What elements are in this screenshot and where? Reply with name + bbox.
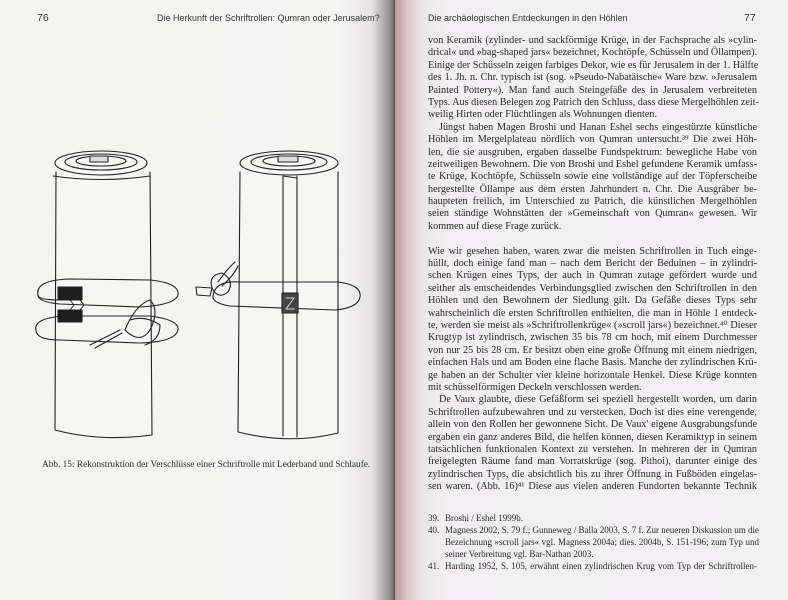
footnote-number: 40. (428, 525, 440, 535)
footnote-line: Magness 2002, S. 79 f.; Gunneweg / Balla 2003, S. 7 f. Zur neueren Diskussion um die (445, 525, 759, 535)
body-line: hüllt, doch einige fand man – nach dem Bericht der Beduinen – in zylindri- (428, 258, 757, 270)
running-head-left: Die Herkunft der Schriftrollen: Qumran oder Jerusalem? (157, 13, 380, 23)
body-line: zeitweiligen Bewohnern. Die von Broshi und Eshel gefundene Keramik umfass- (428, 158, 757, 170)
body-line: mit schüsselförmigen Deckeln verschlossen werden. (428, 381, 642, 393)
body-line: von nur 25 bis 28 cm. Er besitzt oben eine große Öffnung mit einem niedrigen, (428, 344, 757, 356)
leather-patch-icon (58, 287, 82, 300)
body-line: allein von den Rollen her gewonnene Sicht. De Vaux' eigene Ausgrabungsfunde (428, 419, 757, 431)
footnote-number: 39. (428, 513, 440, 523)
footnote (428, 560, 757, 572)
body-line: Schriftrollen aufzubewahren und zu verstecken. Doch ist dies eine verengende, (428, 406, 757, 418)
body-line: ge haben an der Schulter vier kleine horizontale Henkel. Diese Krüge konnten (428, 369, 757, 381)
body-line: zylindrischen Typs, die absichtlich bis zu ihrer Öffnung in Fußböden eingelas- (428, 468, 757, 480)
figure-caption: Abb. 15: Rekonstruktion der Verschlüsse einer Schriftrolle mit Lederband und Schlaufe. (42, 460, 371, 470)
footnote (428, 524, 757, 560)
body-line: len, die sie ausgruben, ergaben dasselbe Fundspektrum: bewegliche Habe von (428, 146, 757, 158)
body-line: Painted Pottery«). Man fand auch Steingefäße des in Jerusalem verbreiteten (428, 84, 757, 96)
footnote (428, 512, 757, 524)
body-line: freigelegten Räume fand man Vorratskrüge (sog. Pithoi), darunter einige des (428, 456, 757, 468)
body-text (428, 35, 757, 493)
body-line: De Vaux glaubte, diese Gefäßform sei speziell hergestellt worden, um darin (439, 394, 757, 406)
scroll-with-loop (196, 151, 360, 439)
footnote-text (445, 560, 757, 572)
body-line: hergestellte Öllampe aus dem ersten Jahrhundert n. Chr. Die Ausgräber be- (428, 183, 757, 195)
body-line: seither als entscheidendes Verbindungsglied zwischen den Schriftrollen in den (428, 282, 757, 294)
footnote-line: Broshi / Eshel 1999b. (445, 513, 523, 523)
body-line: tatsächlichen funktionalen Kontext zu verstehen. In mehreren der in Qumran (428, 443, 757, 455)
footnotes (428, 512, 757, 572)
body-line: Jüngst haben Magen Broshi und Hanan Eshel sechs eingestürzte künstliche (439, 121, 757, 133)
body-line: wahrscheinlich die ersten Schriftrollen enthielten, die man in Höhle 1 entdeck- (428, 307, 757, 319)
running-head-right: Die archäologischen Entdeckungen in den Höhlen (428, 13, 628, 23)
scroll-with-leather-band (36, 151, 178, 438)
footnote-text (445, 524, 759, 560)
body-line: ergaben ein ganz anderes Bild, die helfen können, diesen Keramiktyp in seinem (428, 431, 757, 443)
footnote-text (445, 512, 757, 524)
body-line: seien ständige Wohnstätten der »Gemeinschaft von Qumran« gewesen. Wir (428, 208, 757, 220)
body-line: kommen auf diese Frage zurück. (428, 220, 562, 232)
body-line: te, werden sie meist als »Schriftrollenkrüge« (»scroll jars«) bezeichnet.⁴⁰ Dieser (428, 319, 757, 331)
body-line: Höhlen im Mergelplateau nördlich von Qumran untersucht.³⁹ Die zwei Höh- (428, 134, 757, 146)
body-line: Typs. Aus diesen Belegen zog Patrich den Schluss, dass diese Mergelhöhlen zeit- (428, 96, 759, 108)
footnote-line: Bezeichnung »scroll jars« vgl. Magness 2004a; dies. 2004b, S. 151-196; zum Typ und (445, 537, 759, 547)
footnote-line: seiner Verbreitung vgl. Bar-Nathan 2003. (445, 549, 594, 559)
body-line: Einige der Schüsseln zeigen farbiges Dekor, wie es für Jerusalem in der 1. Hälfte (428, 59, 759, 71)
body-line: haupteten freilich, im Unterschied zu Patrich, die künstlichen Mergelhöhlen (428, 196, 757, 208)
footnote-line: Harding 1952, S. 105, erwähnt einen zylindrischen Krug vom Typ der Schriftrollen- (445, 561, 757, 571)
footnote-number: 41. (428, 561, 440, 571)
paragraph-gap (428, 233, 757, 245)
body-line: des 1. Jh. n. Chr. typisch ist (sog. »Pseudo-Nabatäische« Ware bzw. »Jerusalem (428, 72, 757, 84)
body-line: von Keramik (zylinder- und sackförmige Krüge, in der Fachsprache als »cylin- (428, 35, 757, 46)
body-line: drical« und »bag-shaped jars« bezeichnet, Kochtöpfe, Schüsseln und Öllampen). (428, 47, 758, 59)
body-line: sen waren. (Abb. 16)⁴¹ Diese aus vielen anderen Fundorten bekannte Technik (428, 481, 757, 493)
body-line: Wie wir gesehen haben, waren zwar die meisten Schriftrollen in Tuch einge- (428, 245, 757, 257)
body-line: Krugtyp ist zylindrisch, zwischen 35 bis 78 cm hoch, mit einem Durchmesser (428, 332, 757, 344)
page-number-left: 76 (37, 12, 49, 24)
page-number-right: 77 (744, 12, 756, 24)
body-line: einfachen Hals und am Boden eine flache Basis. Manche der zylindrischen Krü- (428, 357, 757, 369)
body-line: te Krüge, Kochtöpfe, Schüsseln sowie eine vollständige auf der Töpferscheibe (428, 171, 757, 183)
body-line: weilig Hirten oder Flüchtlingen als Wohnungen dienten. (428, 109, 658, 121)
body-line: schen Krügen eines Typs, der auch in Qumran zutage gefördert wurde und (428, 270, 757, 282)
body-line: Höhlen und den Bewohnern der Siedlung gilt. Da Gefäße dieses Typs sehr (428, 295, 757, 307)
